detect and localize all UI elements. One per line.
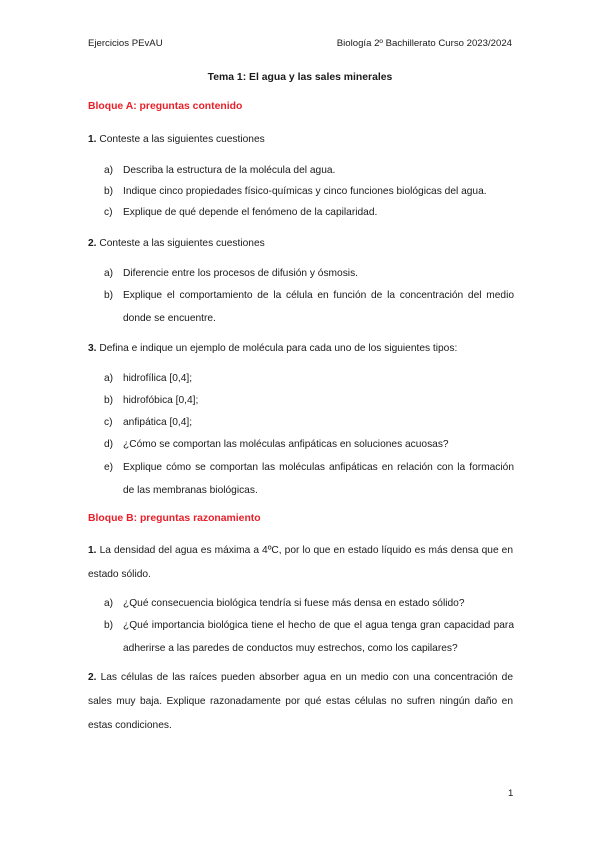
item-text: Explique cómo se comportan las moléculas anfipáticas en relación con la formación de las membranas biológicas.: [123, 462, 514, 496]
question-text: La densidad del agua es máxima a 4ºC, por lo que en estado líquido es más densa que en estado sólido.: [88, 545, 513, 580]
list-item: [104, 614, 514, 660]
question-a1: [88, 128, 513, 152]
block-b-heading: Bloque B: preguntas razonamiento: [88, 513, 261, 524]
item-text: Explique el comportamiento de la célula en función de la concentración del medio donde se encuentre.: [123, 290, 514, 324]
item-text: hidrofílica [0,4];: [123, 373, 193, 384]
list-item: [104, 201, 514, 224]
block-a-heading: Bloque A: preguntas contenido: [88, 101, 243, 112]
item-label: e): [104, 462, 114, 473]
item-text: hidrofóbica [0,4];: [123, 395, 199, 406]
list-item: [104, 411, 514, 434]
item-label: c): [104, 207, 113, 218]
question-text: Conteste a las siguientes cuestiones: [99, 238, 265, 249]
item-label: a): [104, 373, 114, 384]
question-b1: [88, 539, 513, 587]
list-item: [104, 433, 514, 456]
item-label: d): [104, 439, 114, 450]
item-label: a): [104, 165, 114, 176]
list-item: [104, 456, 514, 502]
item-label: c): [104, 417, 113, 428]
item-text: ¿Cómo se comportan las moléculas anfipáticas en soluciones acuosas?: [123, 439, 449, 450]
list-item: [104, 284, 514, 330]
item-text: Indique cinco propiedades físico-químicas y cinco funciones biológicas del agua.: [123, 186, 487, 197]
question-a2: [88, 232, 513, 256]
question-number: 1.: [88, 134, 97, 145]
question-number: 2.: [88, 238, 97, 249]
item-text: ¿Qué consecuencia biológica tendría si fuese más densa en estado sólido?: [123, 598, 465, 609]
list-item: [104, 159, 514, 182]
item-text: ¿Qué importancia biológica tiene el hecho de que el agua tenga gran capacidad para adherirse a las paredes de conductos muy estrechos, como los capilares?: [123, 620, 514, 654]
question-number: 2.: [88, 672, 97, 683]
item-text: Diferencie entre los procesos de difusión y ósmosis.: [123, 268, 358, 279]
header-right: Biología 2º Bachillerato Curso 2023/2024: [336, 38, 512, 49]
page-number: 1: [508, 788, 514, 799]
item-text: anfipática [0,4];: [123, 417, 193, 428]
item-label: b): [104, 290, 114, 301]
item-label: b): [104, 620, 114, 631]
question-text: Conteste a las siguientes cuestiones: [99, 134, 265, 145]
item-label: a): [104, 598, 114, 609]
list-item: [104, 367, 514, 390]
item-label: b): [104, 395, 114, 406]
list-item: [104, 262, 514, 285]
question-number: 3.: [88, 343, 97, 354]
header-left: Ejercicios PEvAU: [88, 38, 163, 49]
item-label: a): [104, 268, 114, 279]
item-text: Explique de qué depende el fenómeno de la capilaridad.: [123, 207, 378, 218]
list-item: [104, 592, 514, 615]
item-text: Describa la estructura de la molécula del agua.: [123, 165, 336, 176]
list-item: [104, 180, 514, 203]
page-title: Tema 1: El agua y las sales minerales: [207, 72, 393, 83]
list-item: [104, 389, 514, 412]
question-number: 1.: [88, 545, 97, 556]
question-text: Las células de las raíces pueden absorber agua en un medio con una concentración de sales muy baja. Explique razonadamente por qué estas células no sufren ningún daño en estas condiciones.: [88, 672, 513, 731]
question-b2: [88, 666, 513, 738]
question-a3: [88, 337, 513, 361]
item-label: b): [104, 186, 114, 197]
question-text: Defina e indique un ejemplo de molécula para cada uno de los siguientes tipos:: [99, 343, 458, 354]
